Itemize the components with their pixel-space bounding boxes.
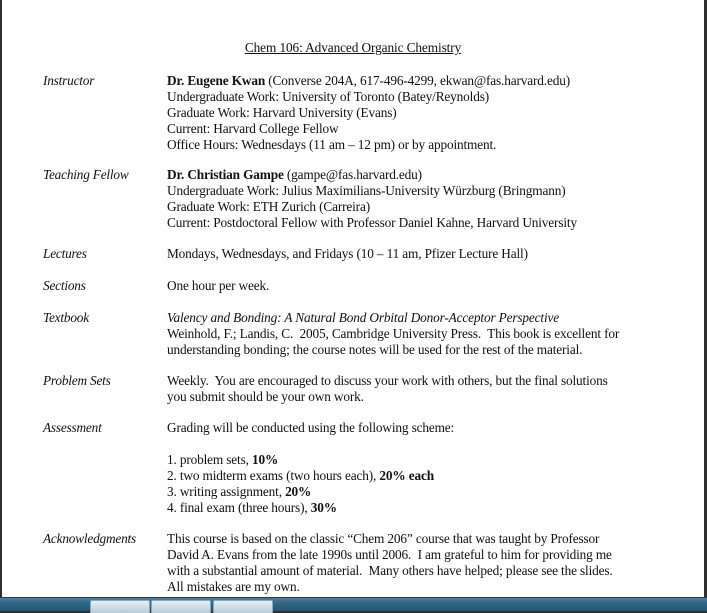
taskbar (0, 597, 707, 611)
ack-line: with a substantial amount of material. Many others have helped; please see the slides. (167, 563, 613, 578)
tf-name: Dr. Christian Gampe (167, 167, 284, 182)
section-label: Problem Sets (43, 373, 111, 388)
problem-sets-line: Weekly. You are encouraged to discuss your work with others, but the final solutions (167, 373, 608, 388)
instructor-line: Current: Harvard College Fellow (167, 121, 339, 136)
taskbar-button[interactable] (151, 600, 211, 613)
grading-item: 2. two midterm exams (two hours each), 20% each (167, 468, 434, 483)
assessment-intro: Grading will be conducted using the following scheme: (167, 420, 455, 435)
instructor-line: Office Hours: Wednesdays (11 am – 12 pm) or by appointment. (167, 137, 497, 152)
taskbar-button[interactable] (213, 600, 273, 613)
grading-weight: 20% each (379, 468, 434, 483)
instructor-line: Graduate Work: Harvard University (Evans) (167, 105, 397, 120)
section-label: Textbook (43, 310, 89, 325)
document-page (2, 0, 704, 597)
section-label: Assessment (43, 420, 102, 435)
grading-item: 1. problem sets, 10% (167, 452, 279, 467)
section-label: Instructor (43, 73, 95, 88)
taskbar-button[interactable] (90, 600, 150, 613)
grading-weight: 30% (310, 500, 337, 515)
section-label: Acknowledgments (43, 531, 137, 546)
section-label: Sections (43, 278, 86, 293)
textbook-line: understanding bonding; the course notes will be used for the rest of the material. (167, 342, 583, 357)
ack-line: This course is based on the classic “Chem 206” course that was taught by Professor (167, 531, 600, 546)
grading-item: 4. final exam (three hours), 30% (167, 500, 337, 515)
sections-text: One hour per week. (167, 278, 270, 293)
ack-line: All mistakes are my own. (167, 579, 300, 594)
textbook-title: Valency and Bonding: A Natural Bond Orbital Donor-Acceptor Perspective (167, 310, 560, 325)
section-label: Teaching Fellow (43, 167, 129, 182)
grading-item: 3. writing assignment, 20% (167, 484, 312, 499)
grading-weight: 10% (251, 452, 279, 467)
tf-line: Undergraduate Work: Julius Maximilians-University Würzburg (Bringmann) (167, 183, 566, 198)
tf-line: Current: Postdoctoral Fellow with Professor Daniel Kahne, Harvard University (167, 215, 577, 230)
instructor-contact: (Converse 204A, 617-496-4299, ekwan@fas.harvard.edu) (265, 73, 570, 88)
lectures-text: Mondays, Wednesdays, and Fridays (10 – 11 am, Pfizer Lecture Hall) (167, 246, 528, 261)
ack-line: David A. Evans from the late 1990s until 2006. I am grateful to him for providing me (167, 547, 612, 562)
section-label: Lectures (43, 246, 87, 261)
problem-sets-line: you submit should be your own work. (167, 389, 364, 404)
grading-weight: 20% (285, 484, 312, 499)
tf-contact: (gampe@fas.harvard.edu) (283, 167, 422, 182)
document-title: Chem 106: Advanced Organic Chemistry (244, 40, 462, 55)
tf-line: Graduate Work: ETH Zurich (Carreira) (167, 199, 370, 214)
instructor-line: Undergraduate Work: University of Toronto (Batey/Reynolds) (167, 89, 490, 104)
instructor-name: Dr. Eugene Kwan (167, 73, 266, 88)
textbook-line: Weinhold, F.; Landis, C. 2005, Cambridge University Press. This book is excellent for (167, 326, 620, 341)
